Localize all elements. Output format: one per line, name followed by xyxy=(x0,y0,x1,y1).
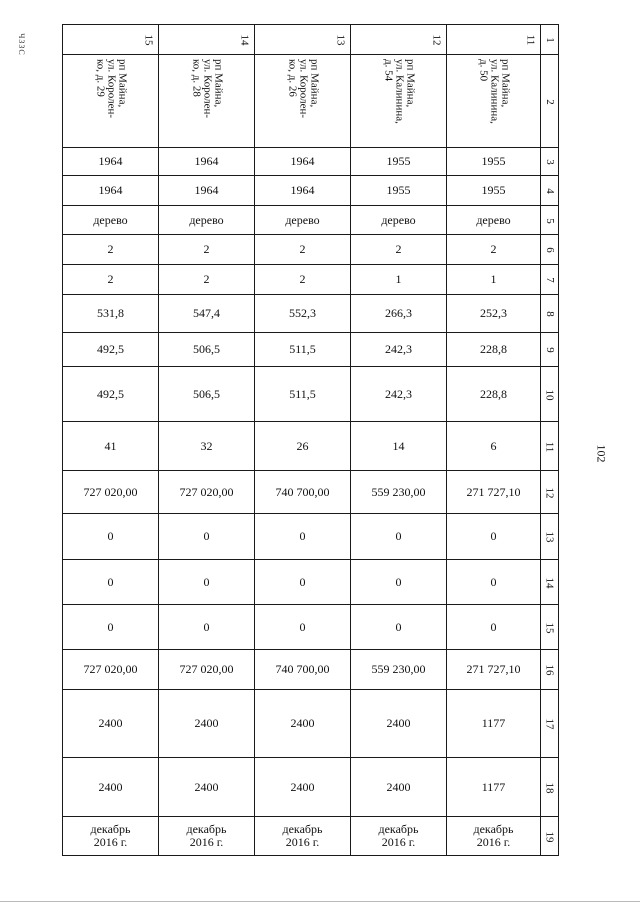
row-number-cell xyxy=(541,235,559,265)
table-cell: 14 xyxy=(351,422,447,471)
table-cell: дерево xyxy=(159,206,255,235)
table-cell: 2 xyxy=(255,265,351,295)
table-cell: 0 xyxy=(63,514,159,560)
address-cell xyxy=(159,55,255,148)
table-cell: 0 xyxy=(255,514,351,560)
column-number: 13 xyxy=(334,34,347,46)
column-number-cell xyxy=(447,25,541,55)
index-label-cell xyxy=(541,55,559,148)
table-row xyxy=(63,422,559,471)
row-number: 17 xyxy=(543,718,556,730)
table-row xyxy=(63,206,559,235)
table-row xyxy=(63,176,559,206)
housing-data-table xyxy=(62,24,559,856)
column-number-cell xyxy=(63,25,159,55)
table-cell: 727 020,00 xyxy=(63,650,159,690)
table-cell: 2400 xyxy=(63,758,159,817)
table-cell: декабрь 2016 г. xyxy=(63,817,159,856)
table-cell: 2 xyxy=(351,235,447,265)
table-cell: 1 xyxy=(447,265,541,295)
row-number-cell xyxy=(541,265,559,295)
row-number-cell xyxy=(541,650,559,690)
table-cell: 0 xyxy=(255,560,351,605)
row-number-cell xyxy=(541,148,559,176)
table-cell: 271 727,10 xyxy=(447,650,541,690)
row-number: 16 xyxy=(543,664,556,676)
table-cell: 1955 xyxy=(351,176,447,206)
table-cell: дерево xyxy=(63,206,159,235)
column-number-row xyxy=(63,25,559,55)
table-cell: 2400 xyxy=(351,758,447,817)
table-row xyxy=(63,265,559,295)
table-cell: 531,8 xyxy=(63,295,159,333)
bottom-rule xyxy=(0,901,640,902)
column-number-cell xyxy=(159,25,255,55)
table-cell: 1964 xyxy=(63,176,159,206)
table-cell: 32 xyxy=(159,422,255,471)
table-cell: 0 xyxy=(351,514,447,560)
table-cell: 1 xyxy=(351,265,447,295)
column-number: 11 xyxy=(524,34,537,46)
table-cell: 2400 xyxy=(159,758,255,817)
address-text: рп Майна, ул. Калинина, д. 54 xyxy=(382,59,416,124)
table-cell: 0 xyxy=(63,560,159,605)
table-cell: 492,5 xyxy=(63,367,159,422)
row-number-cell xyxy=(541,295,559,333)
table-cell: 0 xyxy=(255,605,351,650)
table-cell: дерево xyxy=(351,206,447,235)
table-cell: 271 727,10 xyxy=(447,471,541,514)
table-cell: декабрь 2016 г. xyxy=(255,817,351,856)
table-row xyxy=(63,471,559,514)
row-number: 5 xyxy=(543,217,556,224)
table-row xyxy=(63,758,559,817)
table-cell: 1955 xyxy=(447,148,541,176)
table-cell: 2400 xyxy=(63,690,159,758)
row-number: 12 xyxy=(543,487,556,498)
table-cell: дерево xyxy=(255,206,351,235)
table-cell: 2 xyxy=(255,235,351,265)
address-cell xyxy=(63,55,159,148)
row-number: 14 xyxy=(543,577,556,588)
table-cell: 727 020,00 xyxy=(159,650,255,690)
index-label: 2 xyxy=(543,98,556,105)
table-cell: 2 xyxy=(447,235,541,265)
row-number-cell xyxy=(541,206,559,235)
table-cell: 242,3 xyxy=(351,333,447,367)
address-text: рп Майна, ул. Калинина, д. 50 xyxy=(477,59,511,124)
table-container xyxy=(62,24,558,848)
table-cell: 1177 xyxy=(447,690,541,758)
index-label-cell xyxy=(541,25,559,55)
table-cell: 492,5 xyxy=(63,333,159,367)
row-number: 10 xyxy=(543,389,556,400)
table-cell: 547,4 xyxy=(159,295,255,333)
row-number-cell xyxy=(541,690,559,758)
table-row xyxy=(63,817,559,856)
table-row xyxy=(63,690,559,758)
table-cell: 228,8 xyxy=(447,333,541,367)
table-cell: 0 xyxy=(351,560,447,605)
table-cell: декабрь 2016 г. xyxy=(351,817,447,856)
table-row xyxy=(63,295,559,333)
table-row xyxy=(63,333,559,367)
table-cell: 1964 xyxy=(159,176,255,206)
row-number: 19 xyxy=(543,831,556,842)
row-number: 7 xyxy=(543,277,556,283)
row-number-cell xyxy=(541,176,559,206)
table-cell: 266,3 xyxy=(351,295,447,333)
row-number-cell xyxy=(541,560,559,605)
row-number: 18 xyxy=(543,782,556,793)
address-cell xyxy=(351,55,447,148)
table-cell: 2400 xyxy=(255,690,351,758)
table-cell: 1955 xyxy=(351,148,447,176)
table-cell: 1964 xyxy=(63,148,159,176)
row-number: 11 xyxy=(543,441,556,452)
table-cell: декабрь 2016 г. xyxy=(159,817,255,856)
column-number: 15 xyxy=(142,34,155,46)
address-cell xyxy=(447,55,541,148)
table-cell: 2 xyxy=(159,235,255,265)
table-cell: 228,8 xyxy=(447,367,541,422)
table-cell: 727 020,00 xyxy=(159,471,255,514)
table-cell: 552,3 xyxy=(255,295,351,333)
table-cell: 41 xyxy=(63,422,159,471)
column-number-cell xyxy=(351,25,447,55)
table-row xyxy=(63,560,559,605)
table-cell: 559 230,00 xyxy=(351,650,447,690)
row-number: 4 xyxy=(543,188,556,194)
table-cell: 1177 xyxy=(447,758,541,817)
table-cell: 2 xyxy=(159,265,255,295)
table-row xyxy=(63,514,559,560)
table-cell: 0 xyxy=(447,514,541,560)
row-number-cell xyxy=(541,422,559,471)
row-number-cell xyxy=(541,817,559,856)
table-cell: декабрь 2016 г. xyxy=(447,817,541,856)
address-text: рп Майна, ул. Королен- ко, д. 26 xyxy=(286,59,320,119)
table-cell: 2 xyxy=(63,265,159,295)
table-cell: 6 xyxy=(447,422,541,471)
table-cell: 0 xyxy=(447,560,541,605)
table-cell: 559 230,00 xyxy=(351,471,447,514)
address-cell xyxy=(255,55,351,148)
table-cell: 2400 xyxy=(255,758,351,817)
table-cell: 26 xyxy=(255,422,351,471)
table-row xyxy=(63,605,559,650)
column-number-cell xyxy=(255,25,351,55)
page-number: 102 xyxy=(594,444,609,463)
table-cell: 0 xyxy=(63,605,159,650)
table-cell: 1964 xyxy=(159,148,255,176)
table-row xyxy=(63,650,559,690)
row-number: 3 xyxy=(543,159,556,165)
address-text: рп Майна, ул. Королен- ко, д. 29 xyxy=(94,59,128,119)
table-cell: 511,5 xyxy=(255,333,351,367)
table-cell: 1955 xyxy=(447,176,541,206)
index-label: 1 xyxy=(543,37,556,43)
table-cell: 511,5 xyxy=(255,367,351,422)
row-number-cell xyxy=(541,367,559,422)
table-cell: 727 020,00 xyxy=(63,471,159,514)
row-number-cell xyxy=(541,333,559,367)
column-number: 12 xyxy=(430,34,443,46)
table-cell: 2400 xyxy=(351,690,447,758)
address-row xyxy=(63,55,559,148)
table-cell: 506,5 xyxy=(159,367,255,422)
table-cell: 506,5 xyxy=(159,333,255,367)
row-number: 15 xyxy=(543,622,556,633)
table-cell: дерево xyxy=(447,206,541,235)
corner-mark: ЧЗЗС xyxy=(16,33,26,56)
row-number: 8 xyxy=(543,311,556,317)
address-text: рп Майна, ул. Королен- ко, д. 28 xyxy=(190,59,224,119)
table-cell: 0 xyxy=(351,605,447,650)
table-row xyxy=(63,367,559,422)
table-cell: 2 xyxy=(63,235,159,265)
table-cell: 1964 xyxy=(255,148,351,176)
row-number-cell xyxy=(541,471,559,514)
row-number-cell xyxy=(541,514,559,560)
table-cell: 740 700,00 xyxy=(255,471,351,514)
table-cell: 0 xyxy=(159,514,255,560)
table-cell: 0 xyxy=(159,605,255,650)
table-row xyxy=(63,235,559,265)
table-cell: 740 700,00 xyxy=(255,650,351,690)
row-number: 13 xyxy=(543,531,556,543)
table-cell: 0 xyxy=(447,605,541,650)
column-number: 14 xyxy=(238,34,251,46)
table-cell: 242,3 xyxy=(351,367,447,422)
row-number: 9 xyxy=(543,347,556,353)
row-number: 6 xyxy=(543,247,556,253)
table-row xyxy=(63,148,559,176)
table-cell: 0 xyxy=(159,560,255,605)
row-number-cell xyxy=(541,605,559,650)
row-number-cell xyxy=(541,758,559,817)
table-cell: 252,3 xyxy=(447,295,541,333)
table-cell: 2400 xyxy=(159,690,255,758)
table-cell: 1964 xyxy=(255,176,351,206)
